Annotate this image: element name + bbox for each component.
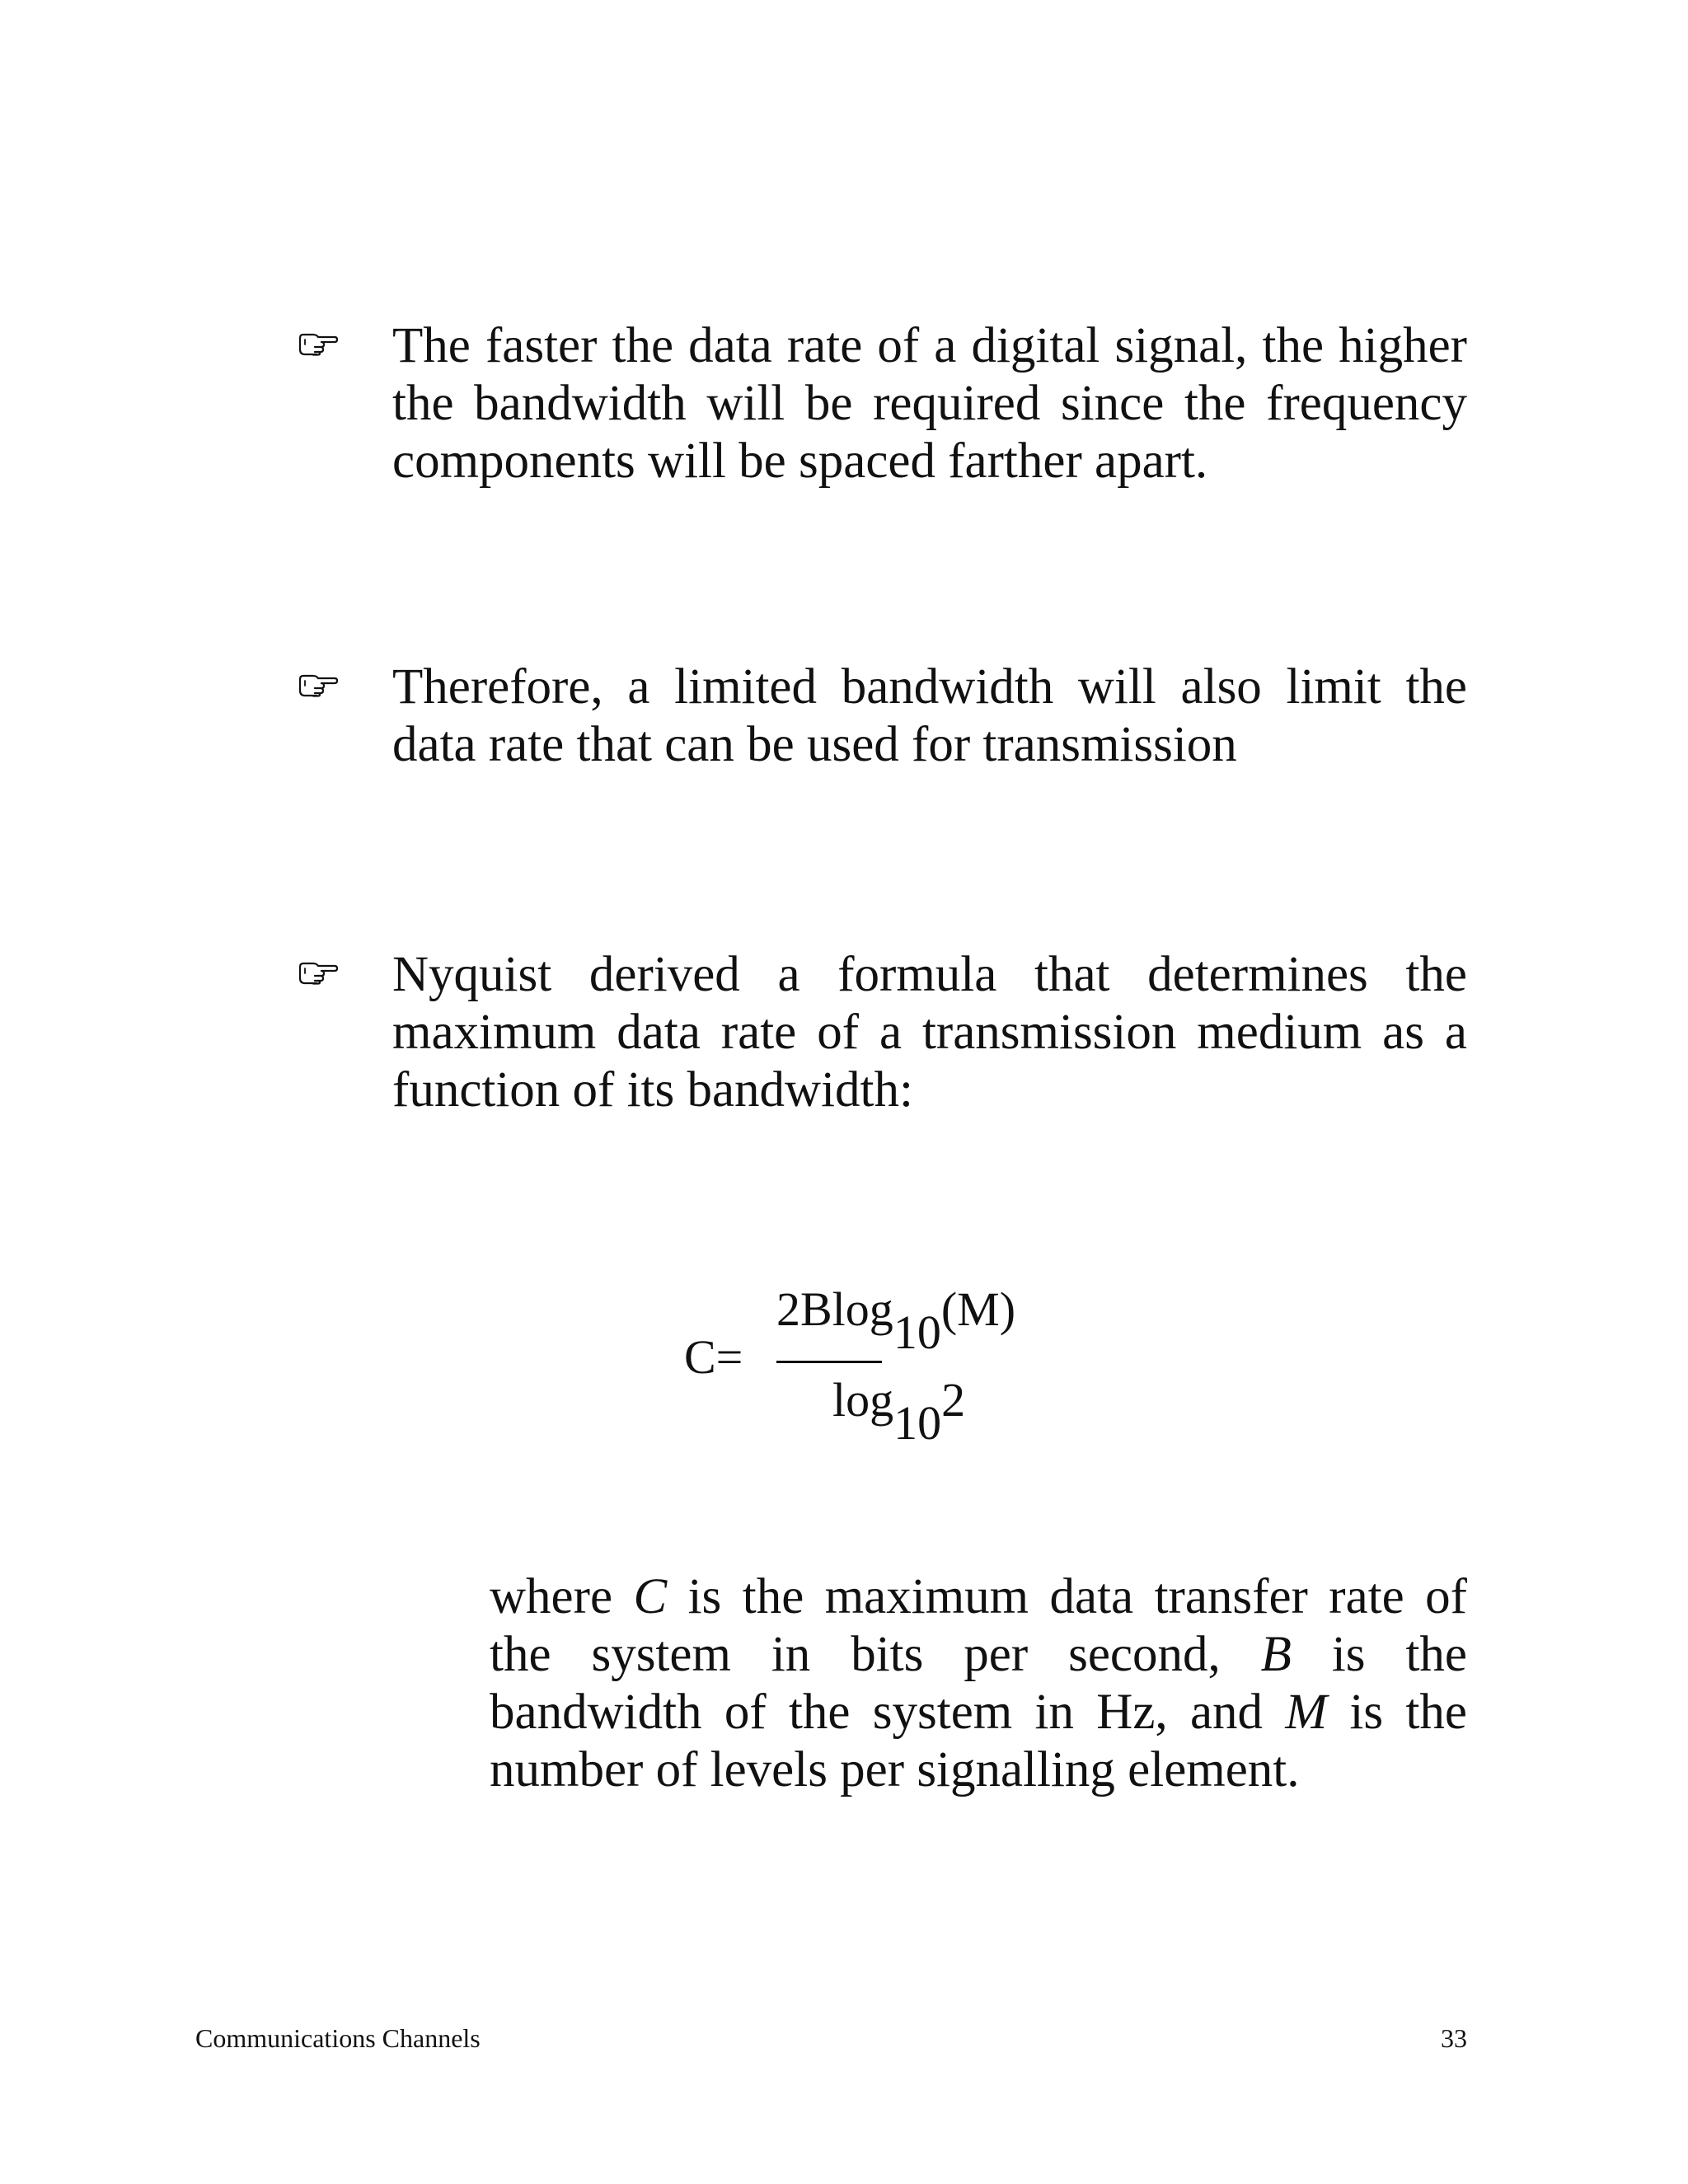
pointing-hand-icon [298,674,338,697]
variable-m: M [1285,1685,1328,1740]
denominator-post: 2 [941,1373,966,1427]
pointing-hand-icon [298,333,338,356]
numerator-post: (M) [940,1282,1016,1336]
fraction-bar [776,1361,882,1363]
page-number: 33 [1441,2023,1467,2053]
pointing-hand-icon [298,962,338,985]
formula-lhs: C= [684,1330,743,1384]
numerator-pre: 2Blog [776,1282,893,1336]
explanation-part: is the number of levels per signalling element. [490,1685,1467,1797]
numerator-subscript: 10 [893,1305,941,1359]
variable-c: C [633,1569,668,1624]
footer-title: Communications Channels [195,2023,481,2053]
bullet-text: Nyquist derived a formula that determines the maximum data rate of a transmission medium as a function of its bandwidth: [392,947,1467,1118]
denominator-pre: log [832,1373,894,1427]
denominator-subscript: 10 [893,1396,942,1450]
formula-numerator [776,1282,1016,1359]
formula-denominator [832,1372,966,1450]
bullet-text: Therefore, a limited bandwidth will also limit the data rate that can be used for transmission [392,659,1467,772]
variable-b: B [1260,1627,1292,1682]
nyquist-formula [684,1282,1055,1463]
explanation-part: is the maximum data transfer rate of the system in bits per second, [490,1569,1467,1682]
formula-explanation [490,1568,1467,1799]
explanation-part: where [490,1569,634,1624]
explanation-part: is the bandwidth of the system in Hz, and [490,1627,1467,1740]
bullet-text: The faster the data rate of a digital signal, the higher the bandwidth will be required since the frequency components will be spaced farther apart. [392,318,1467,489]
